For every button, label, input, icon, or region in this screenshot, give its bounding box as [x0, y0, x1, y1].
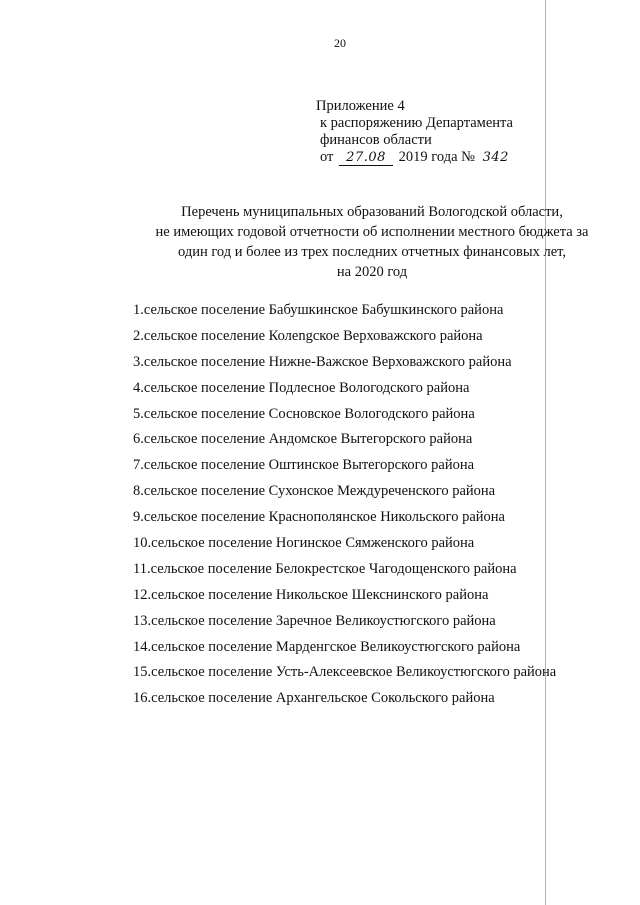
handwritten-date: 27.08 — [339, 151, 393, 166]
list-item — [133, 378, 556, 404]
list-item — [133, 429, 556, 455]
list-item — [133, 637, 556, 663]
list-item-text: сельское поселение Архангельское Сокольского района — [151, 690, 495, 707]
list-item — [133, 455, 556, 481]
list-item-text: сельское поселение Сухонское Междуреченского района — [143, 483, 496, 500]
list-item — [133, 688, 556, 714]
appendix-department: финансов области — [320, 132, 432, 148]
list-item-text: сельское поселение Ногинское Сямженского района — [151, 535, 475, 552]
list-item-number: 6. — [133, 431, 144, 448]
appendix-block — [316, 98, 513, 166]
appendix-reference: к распоряжению Департамента — [320, 115, 513, 131]
list-item-text: сельское поселение Оштинское Вытегорского района — [143, 457, 475, 474]
list-item — [133, 533, 556, 559]
list-item — [133, 352, 556, 378]
list-item-text: сельское поселение Бабушкинское Бабушкинского района — [143, 302, 504, 318]
list-item-text: сельское поселение Заречное Великоустюгского района — [151, 612, 496, 629]
list-item — [133, 481, 556, 507]
page-number: 20 — [334, 36, 346, 50]
list-item-number: 11. — [133, 560, 151, 577]
list-item — [133, 559, 556, 585]
list-item — [133, 326, 556, 352]
list-item-text: сельское поселение Подлесное Вологодского района — [143, 379, 470, 396]
handwritten-number: 342 — [482, 150, 509, 165]
list-item-number: 8. — [133, 483, 144, 500]
municipality-list — [133, 300, 556, 714]
list-item-text: сельское поселение Краснополянское Никольского района — [143, 509, 505, 526]
list-item-number: 7. — [133, 457, 144, 474]
year-text: 2019 года № — [398, 149, 475, 165]
list-item — [133, 507, 556, 533]
list-item-text: сельское поселение Марденгское Великоустюгского района — [151, 638, 521, 655]
heading-line-3: один год и более из трех последних отчетных финансовых лет, — [177, 244, 567, 260]
list-item-text: сельское поселение Нижне-Важское Верховажского района — [143, 353, 512, 370]
list-item-text: сельское поселение Никольское Шекснинского района — [151, 586, 489, 603]
list-item-number: 16. — [133, 690, 152, 707]
list-item-number: 1. — [133, 302, 144, 318]
list-item — [133, 585, 556, 611]
document-heading — [132, 202, 612, 282]
list-item — [133, 611, 556, 637]
list-item-number: 10. — [133, 535, 152, 552]
list-item-text: сельское поселение Белокрестское Чагодощенского района — [150, 560, 517, 577]
list-item-number: 9. — [133, 509, 144, 526]
list-item-number: 14. — [133, 638, 152, 655]
list-item-number: 4. — [133, 379, 144, 396]
appendix-date-line — [316, 149, 513, 166]
list-item — [133, 404, 556, 430]
list-item — [133, 300, 556, 326]
list-item-text: сельское поселение Усть-Алексеевское Великоустюгского района — [151, 664, 557, 681]
heading-line-1: Перечень муниципальных образований Вологодской области, — [181, 204, 563, 220]
list-item-number: 15. — [133, 664, 152, 681]
list-item-text: сельское поселение Сосновское Вологодского района — [143, 405, 475, 422]
list-item-number: 3. — [133, 353, 144, 370]
heading-line-2: не имеющих годовой отчетности об исполнении местного бюджета за — [155, 224, 589, 240]
list-item-text: сельское поселение Андомское Вытегорского района — [143, 431, 473, 448]
list-item-text: сельское поселение Колengское Верховажского района — [143, 327, 483, 344]
heading-line-4: на 2020 год — [336, 264, 408, 280]
list-item — [133, 662, 556, 688]
appendix-title: Приложение 4 — [316, 98, 405, 114]
list-item-number: 2. — [133, 327, 144, 344]
list-item-number: 13. — [133, 612, 152, 629]
list-item-number: 5. — [133, 405, 144, 422]
list-item-number: 12. — [133, 586, 152, 603]
date-prefix: от — [320, 149, 334, 165]
